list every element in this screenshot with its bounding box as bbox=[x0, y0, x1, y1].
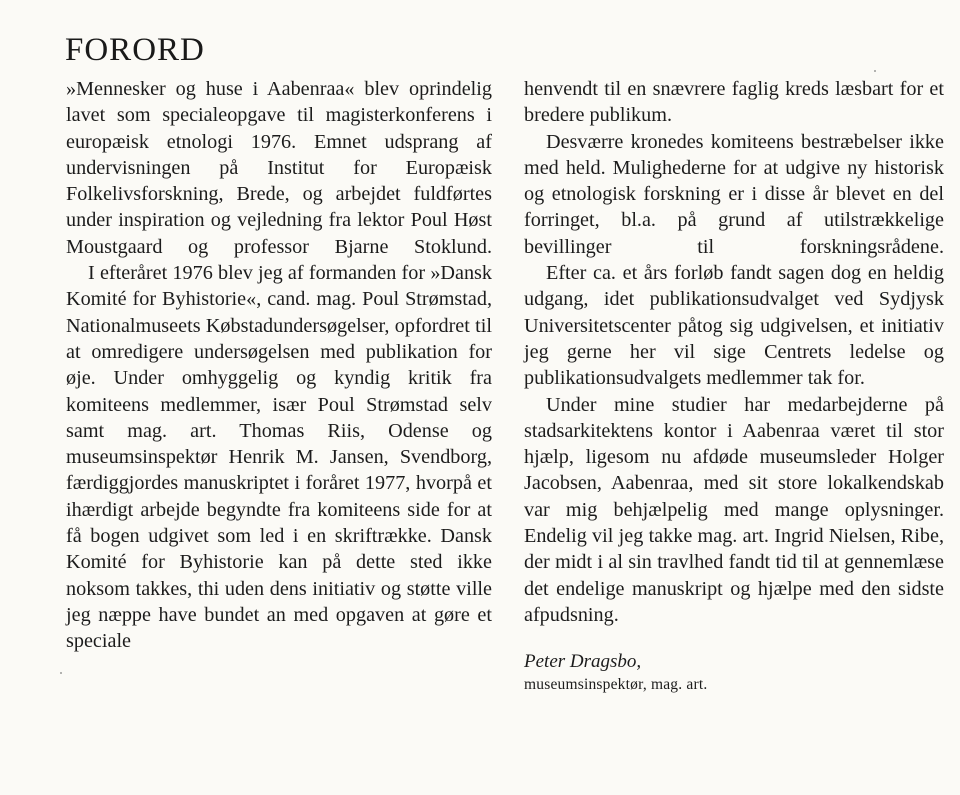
paragraph: henvendt til en snævrere faglig kreds læsbart for et bredere publikum. bbox=[524, 78, 944, 127]
page-title: FORORD bbox=[65, 32, 205, 68]
paper-speck bbox=[874, 70, 876, 72]
left-text-column bbox=[66, 76, 492, 655]
paragraph: I efteråret 1976 blev jeg af formanden for »Dansk Komité for Byhistorie«, cand. mag. Poul Strømstad, Nationalmuseets Købstadundersøgelser, opfordret til at omredigere undersøgelsen med publikation for øje. Under omhyggelig og kyndig kritik fra komiteens medlemmer, især Poul Strømstad selv samt mag. art. Thomas Riis, Odense og museumsinspektør Henrik M. Jansen, Svendborg, færdiggjordes manuskriptet i foråret 1977, hvorpå et ihærdigt arbejde begyndte fra komiteens side for at få bogen udgivet som led i en skriftrække. Dansk Komité for Byhistorie kan på dette sted ikke noksom takkes, thi uden dens initiativ og støtte ville jeg næppe have bundet an med opgaven at gøre et speciale bbox=[66, 262, 492, 653]
signature-block bbox=[524, 650, 944, 696]
paragraph: Desværre kronedes komiteens bestræbelser ikke med held. Mulighederne for at udgive ny historisk og etnologisk forskning er i disse år blevet en del forringet, bl.a. på grund af utilstrækkelige bevillinger til forskningsrådene. bbox=[524, 130, 944, 258]
paragraph: Under mine studier har medarbejderne på stadsarkitektens kontor i Aabenraa været til stor hjælp, ligesom nu afdøde museumsleder Holger Jacobsen, Aabenraa, med sit store lokalkendskab var mig behjælpelig med mange oplysninger. Endelig vil jeg takke mag. art. Ingrid Nielsen, Ribe, der midt i al sin travlhed fandt tid til at gennemlæse det endelige manuskript og hjælpe med den sidste afpudsning. bbox=[524, 393, 944, 626]
signature-name: Peter Dragsbo, bbox=[524, 651, 642, 673]
paper-speck bbox=[60, 672, 62, 674]
paragraph: Efter ca. et års forløb fandt sagen dog en heldig udgang, idet publikationsudvalget ved Sydjysk Universitetscenter påtog sig udgivelsen, et initiativ jeg gerne her vil sige Centrets ledelse og publikationsudvalgets medlemmer tak for. bbox=[524, 262, 944, 390]
right-text-column bbox=[524, 76, 944, 696]
paragraph: »Mennesker og huse i Aabenraa« blev oprindelig lavet som specialeopgave til magisterkonferens i europæisk etnologi 1976. Emnet udsprang af undervisningen på Institut for Europæisk Folkelivsforskning, Brede, og arbejdet fuldførtes under inspiration og vejledning fra lektor Poul Høst Moustgaard og professor Bjarne Stoklund. bbox=[66, 78, 492, 258]
signature-title: museumsinspektør, mag. art. bbox=[524, 676, 708, 694]
